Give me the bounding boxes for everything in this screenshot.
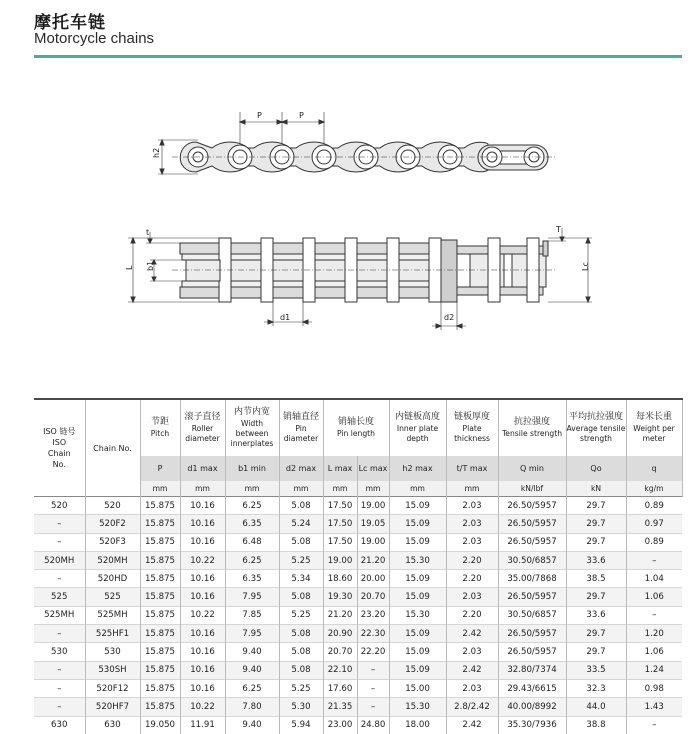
cell-tensile-strength: 26.50/5957 [498,497,566,515]
cell-plate-thickness: 2.20 [446,570,498,588]
cell-pin-length-Lc: – [357,661,389,679]
cell-chain-no: 530 [85,643,140,661]
cell-weight: 1.04 [626,570,682,588]
cell-weight: – [626,606,682,624]
cell-iso-no: 530 [34,643,85,661]
cell-iso-no: 525MH [34,606,85,624]
sym-roller: d1 max [180,456,225,481]
cell-pin-length-L: 17.60 [323,679,357,697]
T-label: T [556,225,561,234]
table-row [34,551,682,569]
cell-avg-tensile: 38.8 [566,716,626,734]
cell-pin-length-L: 21.20 [323,606,357,624]
chain-side-view [158,112,556,174]
cell-iso-no: – [34,533,85,551]
d2-label: d2 [444,313,455,322]
cell-pin-dia: 5.34 [279,570,323,588]
sym-pindia: d2 max [279,456,323,481]
h2-label: h2 [152,147,161,158]
pitch-label-1: P [257,111,262,120]
col-weight-header: 每米长重 Weight per meter [626,399,682,456]
cell-pin-length-Lc: 19.05 [357,515,389,533]
cell-plate-thickness: 2.42 [446,661,498,679]
cell-plate-depth: 15.30 [389,551,446,569]
table-row [34,716,682,734]
cell-iso-no: 525 [34,588,85,606]
cell-roller-dia: 10.16 [180,533,225,551]
cell-pitch: 15.875 [140,588,180,606]
cell-pin-dia: 5.25 [279,606,323,624]
cell-inner-width: 7.85 [225,606,279,624]
Lc-label: Lc [581,262,590,271]
d1-label: d1 [280,313,291,322]
cell-inner-width: 6.48 [225,533,279,551]
cell-roller-dia: 10.16 [180,570,225,588]
col-iso-header: ISO 链号 ISO Chain No. [34,399,85,497]
cell-weight: 1.06 [626,643,682,661]
cell-weight: 0.97 [626,515,682,533]
spec-table-body [34,497,682,734]
table-row [34,625,682,643]
cell-avg-tensile: 29.7 [566,533,626,551]
cell-pin-length-L: 21.35 [323,698,357,716]
cell-pin-length-Lc: 22.20 [357,643,389,661]
cell-roller-dia: 10.16 [180,588,225,606]
cell-pin-length-L: 19.30 [323,588,357,606]
page-title-cn: 摩托车链 [34,13,106,33]
sym-Lc: Lc max [357,456,389,481]
cell-pin-dia: 5.30 [279,698,323,716]
sym-thickness: t/T max [446,456,498,481]
cell-tensile-strength: 40.00/8992 [498,698,566,716]
cell-tensile-strength: 26.50/5957 [498,515,566,533]
cell-chain-no: 520HF7 [85,698,140,716]
cell-inner-width: 7.95 [225,588,279,606]
chain-width-view [128,228,592,330]
cell-avg-tensile: 29.7 [566,515,626,533]
cell-iso-no: – [34,661,85,679]
cell-roller-dia: 10.16 [180,661,225,679]
cell-pin-length-L: 20.70 [323,643,357,661]
cell-pin-length-Lc: 22.30 [357,625,389,643]
cell-inner-width: 9.40 [225,661,279,679]
cell-iso-no: – [34,570,85,588]
cell-chain-no: 520HD [85,570,140,588]
cell-iso-no: 630 [34,716,85,734]
cell-avg-tensile: 29.7 [566,643,626,661]
cell-chain-no: 525HF1 [85,625,140,643]
cell-avg-tensile: 33.6 [566,606,626,624]
sym-width: b1 min [225,456,279,481]
cell-pin-length-L: 23.00 [323,716,357,734]
cell-weight: 1.43 [626,698,682,716]
cell-plate-thickness: 2.42 [446,716,498,734]
cell-weight: 1.20 [626,625,682,643]
cell-iso-no: 520MH [34,551,85,569]
cell-pin-length-L: 17.50 [323,533,357,551]
cell-plate-depth: 15.30 [389,698,446,716]
cell-pitch: 19.050 [140,716,180,734]
cell-tensile-strength: 30.50/6857 [498,606,566,624]
cell-inner-width: 6.25 [225,551,279,569]
cell-tensile-strength: 26.50/5957 [498,588,566,606]
cell-plate-thickness: 2.20 [446,551,498,569]
cell-pin-length-Lc: 20.00 [357,570,389,588]
sym-avgtensile: Qo [566,456,626,481]
cell-pin-dia: 5.25 [279,551,323,569]
cell-pin-length-Lc: – [357,698,389,716]
table-row [34,588,682,606]
cell-plate-depth: 15.09 [389,515,446,533]
cell-avg-tensile: 33.5 [566,661,626,679]
cell-roller-dia: 10.22 [180,551,225,569]
cell-iso-no: – [34,698,85,716]
cell-chain-no: 520MH [85,551,140,569]
t-label: t [146,228,150,237]
cell-roller-dia: 10.16 [180,625,225,643]
cell-pitch: 15.875 [140,643,180,661]
spec-table [34,398,683,734]
cell-pin-length-L: 17.50 [323,515,357,533]
cell-tensile-strength: 32.80/7374 [498,661,566,679]
cell-iso-no: – [34,515,85,533]
cell-plate-thickness: 2.03 [446,497,498,515]
table-row [34,570,682,588]
cell-roller-dia: 10.22 [180,698,225,716]
cell-pin-length-Lc: 20.70 [357,588,389,606]
unit-avgtensile: kN [566,481,626,497]
unit-tensile: kN/lbf [498,481,566,497]
cell-plate-thickness: 2.03 [446,643,498,661]
cell-pitch: 15.875 [140,551,180,569]
cell-plate-thickness: 2.03 [446,588,498,606]
cell-inner-width: 7.95 [225,625,279,643]
sym-pitch: P [140,456,180,481]
cell-roller-dia: 10.16 [180,643,225,661]
cell-chain-no: 530SH [85,661,140,679]
cell-tensile-strength: 26.50/5957 [498,533,566,551]
cell-pin-dia: 5.94 [279,716,323,734]
cell-roller-dia: 10.22 [180,606,225,624]
table-row [34,515,682,533]
cell-tensile-strength: 26.50/5957 [498,625,566,643]
cell-iso-no: – [34,679,85,697]
cell-pin-length-L: 18.60 [323,570,357,588]
cell-plate-depth: 15.09 [389,533,446,551]
cell-plate-thickness: 2.03 [446,515,498,533]
cell-roller-dia: 10.16 [180,515,225,533]
cell-weight: 0.89 [626,533,682,551]
cell-weight: 0.98 [626,679,682,697]
cell-inner-width: 6.25 [225,679,279,697]
cell-tensile-strength: 29.43/6615 [498,679,566,697]
col-width-header: 内节内宽 Width between innerplates [225,399,279,456]
cell-pin-dia: 5.08 [279,661,323,679]
cell-pin-dia: 5.08 [279,588,323,606]
cell-tensile-strength: 30.50/6857 [498,551,566,569]
cell-inner-width: 6.25 [225,497,279,515]
table-row [34,698,682,716]
cell-pin-length-L: 20.90 [323,625,357,643]
unit-pindia: mm [279,481,323,497]
cell-inner-width: 6.35 [225,570,279,588]
cell-pitch: 15.875 [140,533,180,551]
unit-pitch: mm [140,481,180,497]
col-thickness-header: 链板厚度 Plate thickness [446,399,498,456]
unit-platedepth: mm [389,481,446,497]
cell-plate-depth: 15.30 [389,606,446,624]
cell-tensile-strength: 35.00/7868 [498,570,566,588]
table-row [34,643,682,661]
sym-platedepth: h2 max [389,456,446,481]
cell-plate-depth: 15.09 [389,625,446,643]
cell-pitch: 15.875 [140,497,180,515]
cell-avg-tensile: 33.6 [566,551,626,569]
unit-width: mm [225,481,279,497]
sym-L: L max [323,456,357,481]
cell-pitch: 15.875 [140,570,180,588]
sym-tensile: Q min [498,456,566,481]
cell-plate-depth: 15.09 [389,588,446,606]
unit-weight: kg/m [626,481,682,497]
cell-inner-width: 7.80 [225,698,279,716]
cell-avg-tensile: 32.3 [566,679,626,697]
page-title-en: Motorcycle chains [34,30,155,47]
col-roller-header: 滚子直径 Roller diameter [180,399,225,456]
cell-chain-no: 520F2 [85,515,140,533]
col-avgtensile-header: 平均抗拉强度 Average tensile strength [566,399,626,456]
cell-pitch: 15.875 [140,661,180,679]
cell-avg-tensile: 29.7 [566,588,626,606]
cell-plate-depth: 15.09 [389,570,446,588]
cell-avg-tensile: 29.7 [566,497,626,515]
cell-pin-dia: 5.08 [279,497,323,515]
col-pindia-header: 销轴直径 Pin diameter [279,399,323,456]
cell-plate-depth: 18.00 [389,716,446,734]
cell-plate-depth: 15.09 [389,661,446,679]
cell-pin-length-Lc: 24.80 [357,716,389,734]
cell-weight: 0.89 [626,497,682,515]
col-platedepth-header: 内链板高度 Inner plate depth [389,399,446,456]
cell-pin-dia: 5.08 [279,533,323,551]
cell-tensile-strength: 26.50/5957 [498,643,566,661]
cell-chain-no: 520F3 [85,533,140,551]
cell-pin-length-Lc: 19.00 [357,533,389,551]
cell-inner-width: 6.35 [225,515,279,533]
cell-plate-thickness: 2.03 [446,533,498,551]
cell-pitch: 15.875 [140,606,180,624]
cell-chain-no: 525MH [85,606,140,624]
cell-pin-dia: 5.24 [279,515,323,533]
pitch-label-2: P [299,111,304,120]
cell-plate-thickness: 2.20 [446,606,498,624]
cell-iso-no: 520 [34,497,85,515]
cell-pin-length-Lc: – [357,679,389,697]
table-row [34,679,682,697]
unit-roller: mm [180,481,225,497]
cell-pin-length-Lc: 23.20 [357,606,389,624]
unit-thickness: mm [446,481,498,497]
sym-weight: q [626,456,682,481]
cell-chain-no: 630 [85,716,140,734]
col-chain-header: Chain No. [85,399,140,497]
table-row [34,661,682,679]
cell-avg-tensile: 44.0 [566,698,626,716]
cell-pin-dia: 5.25 [279,679,323,697]
cell-roller-dia: 10.16 [180,497,225,515]
unit-L: mm [323,481,357,497]
cell-pin-length-L: 17.50 [323,497,357,515]
col-tensile-header: 抗拉强度 Tensile strength [498,399,566,456]
cell-plate-thickness: 2.8/2.42 [446,698,498,716]
cell-pin-dia: 5.08 [279,643,323,661]
cell-chain-no: 525 [85,588,140,606]
cell-plate-thickness: 2.42 [446,625,498,643]
cell-roller-dia: 11.91 [180,716,225,734]
col-pinlen-header: 销轴长度 Pin length [323,399,389,456]
cell-pin-dia: 5.08 [279,625,323,643]
table-row [34,533,682,551]
cell-inner-width: 9.40 [225,643,279,661]
cell-pin-length-Lc: 21.20 [357,551,389,569]
cell-pitch: 15.875 [140,625,180,643]
cell-pin-length-L: 19.00 [323,551,357,569]
cell-chain-no: 520F12 [85,679,140,697]
b1-label: b1 [146,260,155,271]
cell-chain-no: 520 [85,497,140,515]
cell-weight: 1.24 [626,661,682,679]
cell-pitch: 15.875 [140,698,180,716]
cell-roller-dia: 10.16 [180,679,225,697]
cell-iso-no: – [34,625,85,643]
unit-Lc: mm [357,481,389,497]
cell-pin-length-Lc: 19.00 [357,497,389,515]
cell-pitch: 15.875 [140,679,180,697]
cell-weight: – [626,716,682,734]
cell-avg-tensile: 29.7 [566,625,626,643]
cell-pin-length-L: 22.10 [323,661,357,679]
L-label: L [125,265,134,270]
cell-weight: – [626,551,682,569]
cell-plate-thickness: 2.03 [446,679,498,697]
cell-plate-depth: 15.09 [389,497,446,515]
cell-inner-width: 9.40 [225,716,279,734]
cell-tensile-strength: 35.30/7936 [498,716,566,734]
table-row [34,497,682,515]
cell-plate-depth: 15.00 [389,679,446,697]
cell-weight: 1.06 [626,588,682,606]
table-row [34,606,682,624]
col-pitch-header: 节距 Pitch [140,399,180,456]
cell-avg-tensile: 38.5 [566,570,626,588]
cell-plate-depth: 15.09 [389,643,446,661]
cell-pitch: 15.875 [140,515,180,533]
